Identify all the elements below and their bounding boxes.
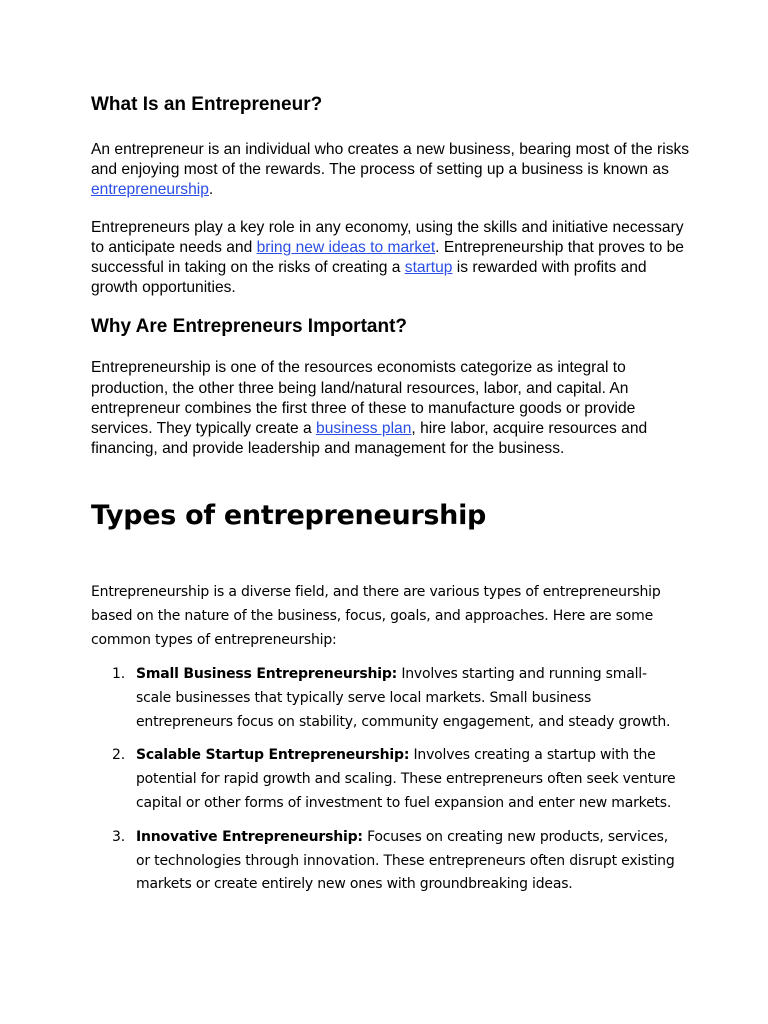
paragraph-text: An entrepreneur is an individual who creates a new business, bearing most of the risks and enjoying most of the rewards. The process of setting up a business is known as: [91, 141, 690, 179]
paragraph-text: . Entrepreneurship that proves to be successful in taking on the risks of creating a: [91, 238, 684, 277]
list-number: 1.: [112, 666, 125, 682]
list-item-title: Small Business Entrepreneurship:: [136, 666, 398, 682]
list-item-title: Innovative Entrepreneurship:: [136, 828, 363, 845]
link-bring-new-ideas[interactable]: bring new ideas to market: [256, 238, 436, 256]
paragraph-text: Entrepreneurs play a key role in any economy, using the skills and initiative necessary to anticipate needs and: [91, 218, 684, 256]
list-item: [91, 663, 681, 734]
heading-why-important: Why Are Entrepreneurs Important?: [91, 316, 408, 338]
article-top: [91, 92, 691, 459]
heading-what-is-entrepreneur: What Is an Entrepreneur?: [91, 94, 323, 115]
list-item-text: Involves starting and running small-scale businesses that typically serve local markets. Small business entrepreneurs focus on stability, community engagement, and steady growth.: [136, 666, 671, 730]
paragraph-text: is rewarded with profits and growth opportunities.: [91, 259, 647, 297]
link-entrepreneurship[interactable]: entrepreneurship: [91, 181, 209, 199]
heading-types: Types of entrepreneurship: [91, 500, 487, 531]
paragraph-text: , hire labor, acquire resources and financing, and provide leadership and management for the business.: [91, 420, 648, 458]
paragraph-importance: [91, 358, 691, 459]
paragraph-text: .: [208, 181, 214, 199]
paragraph-role: [91, 218, 691, 299]
link-business-plan[interactable]: business plan: [316, 420, 412, 438]
list-number: 2.: [112, 747, 125, 764]
list-item: [91, 744, 681, 815]
paragraph-definition: [91, 140, 691, 201]
list-number: 3.: [112, 828, 125, 845]
types-list: [91, 663, 681, 907]
paragraph-types-intro: Entrepreneurship is a diverse field, and there are various types of entrepreneurship based on the nature of the business, focus, goals, and approaches. Here are some common types of entrepreneurship:: [91, 584, 661, 648]
list-item-text: Focuses on creating new products, services, or technologies through innovation. These entrepreneurs often disrupt existing markets or create entirely new ones with groundbreaking ideas.: [136, 828, 675, 893]
link-startup[interactable]: startup: [404, 259, 453, 277]
list-item: [91, 826, 681, 897]
list-item-text: Involves creating a startup with the potential for rapid growth and scaling. These entrepreneurs often seek venture capital or other forms of investment to fuel expansion and enter new markets.: [136, 747, 676, 811]
paragraph-text: Entrepreneurship is one of the resources economists categorize as integral to production, the other three being land/natural resources, labor, and capital. An entrepreneur combines the first three of these to manufacture goods or provide services. They typically create a: [91, 359, 636, 438]
list-item-title: Scalable Startup Entrepreneurship:: [136, 747, 410, 764]
